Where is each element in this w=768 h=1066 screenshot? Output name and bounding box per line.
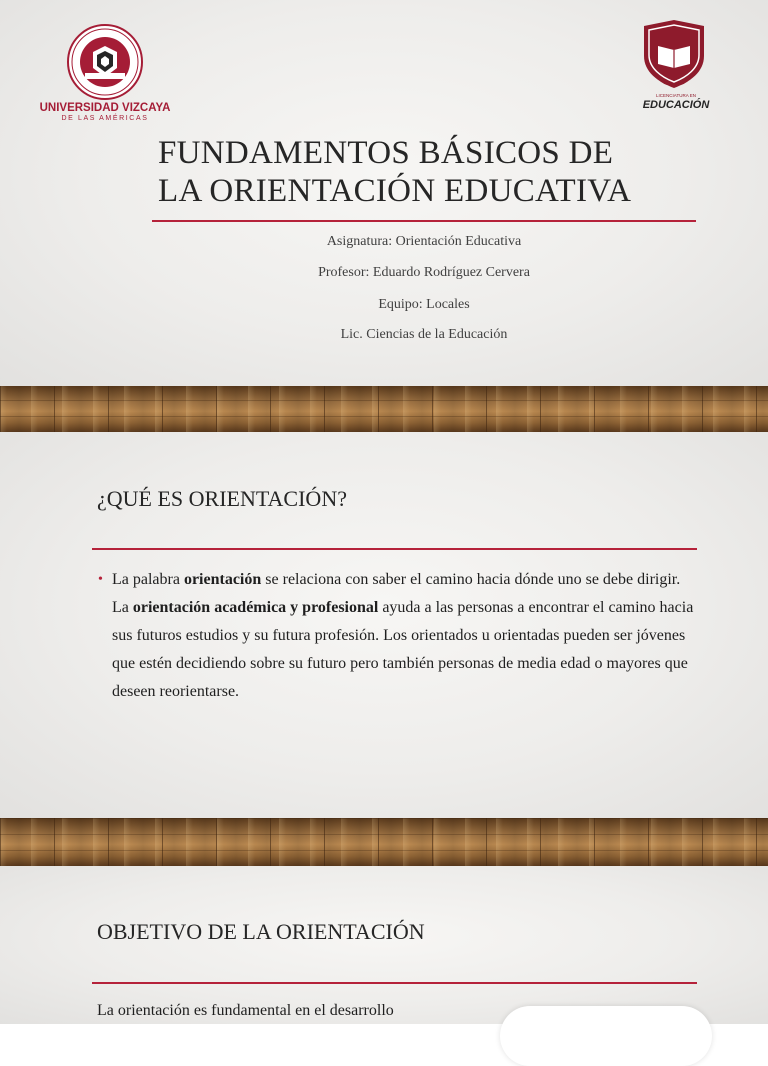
wood-floor-divider	[0, 818, 768, 866]
svg-text:LICENCIATURA EN: LICENCIATURA EN	[656, 93, 696, 98]
rounded-content-box	[500, 1006, 712, 1066]
svg-text:UNIVERSIDAD VIZCAYA: UNIVERSIDAD VIZCAYA	[39, 102, 171, 114]
wood-floor-divider	[0, 386, 768, 432]
licenciatura-educacion-logo	[636, 20, 712, 112]
universidad-vizcaya-logo	[30, 22, 180, 122]
degree-line: Lic. Ciencias de la Educación	[340, 327, 508, 342]
slide2-heading-underline	[92, 548, 697, 550]
title-line-1: FUNDAMENTOS BÁSICOS DE	[158, 135, 614, 171]
slide2-heading: ¿QUÉ ES ORIENTACIÓN?	[97, 486, 347, 511]
slide-title-heading	[158, 134, 718, 210]
team-line: Equipo: Locales	[378, 297, 470, 312]
bold-orientacion-academica: orientación académica y profesional	[132, 599, 379, 616]
svg-text:EDUCACIÓN: EDUCACIÓN	[642, 99, 710, 111]
title-underline	[152, 220, 696, 222]
bullet-dot: •	[98, 572, 103, 587]
slide3-heading: OBJETIVO DE LA ORIENTACIÓN	[97, 919, 425, 944]
bullet-text: La palabra orientación se relaciona con saber el camino hacia dónde uno se debe dirigir. La orientación académica y profesional ayuda a las personas a encontrar el camino hacia sus futuros estudios y su futura profesión. Los orientados u orientadas pueden ser jóvenes que estén decidiendo sobre su futuro pero también personas de media edad o mayores que deseen reorientarse.	[112, 571, 694, 700]
slide-title	[0, 0, 768, 386]
subject-line: Asignatura: Orientación Educativa	[326, 234, 522, 249]
slide3-heading-underline	[92, 982, 697, 984]
professor-line: Profesor: Eduardo Rodríguez Cervera	[318, 265, 530, 280]
slide2-bullet	[98, 566, 698, 706]
slide3-body-text: La orientación es fundamental en el desarrollo	[97, 1002, 394, 1019]
svg-text:DE LAS AMÉRICAS: DE LAS AMÉRICAS	[61, 115, 149, 122]
bold-orientacion: orientación	[183, 571, 262, 588]
title-line-2: LA ORIENTACIÓN EDUCATIVA	[158, 173, 632, 209]
slide-objective	[0, 866, 768, 1024]
